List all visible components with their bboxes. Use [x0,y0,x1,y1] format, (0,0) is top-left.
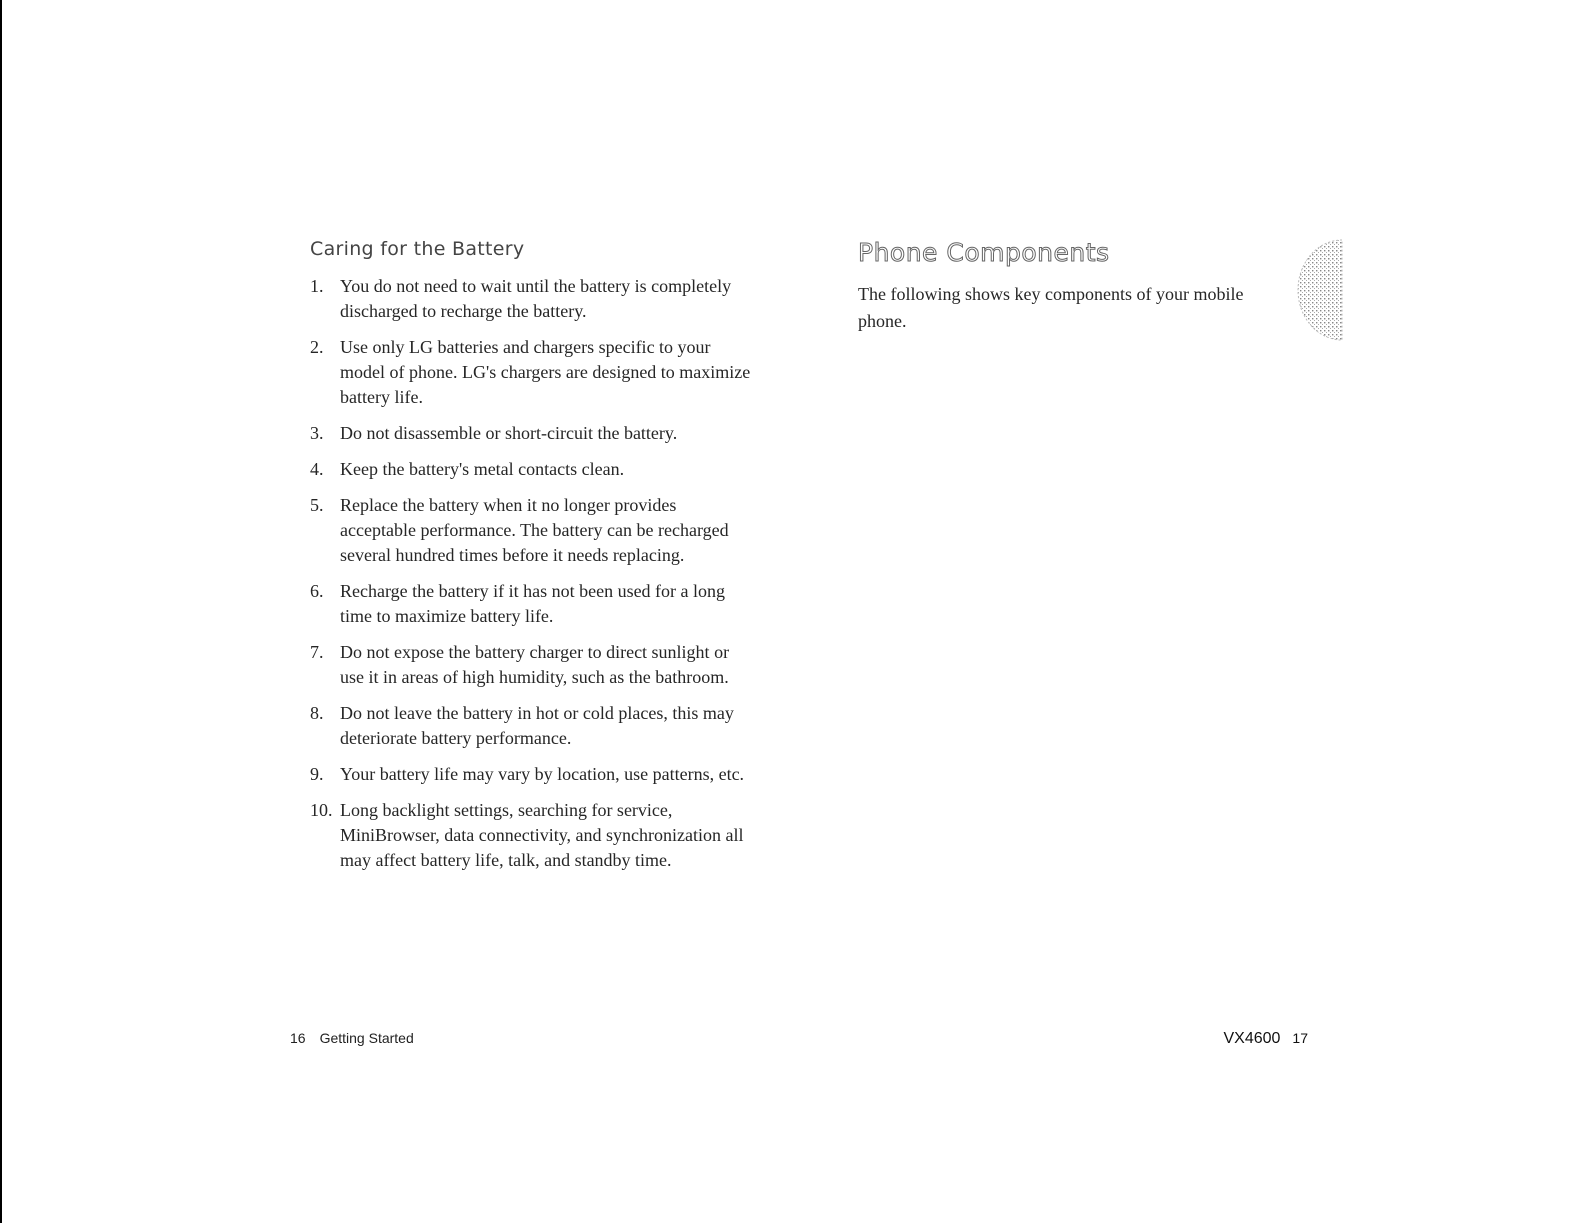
list-item-number: 9. [310,764,324,784]
page-edge-line [0,0,2,1223]
footer-left [290,1030,414,1046]
list-item-text: Keep the battery's metal contacts clean. [340,459,625,479]
list-item-text: Do not leave the battery in hot or cold places, this may deteriorate battery performance. [340,703,734,748]
footer-right [1223,1030,1308,1048]
page-number-left: 16 [290,1030,306,1046]
list-item-text: You do not need to wait until the battery is completely discharged to recharge the battery. [340,276,732,321]
list-item-text: Do not disassemble or short-circuit the battery. [340,423,678,443]
list-item [310,701,755,751]
list-item [310,640,755,690]
list-item-number: 5. [310,495,324,515]
list-item-number: 4. [310,459,324,479]
list-item [310,493,755,568]
left-page [310,238,755,884]
list-item [310,579,755,629]
list-item-number: 6. [310,581,324,601]
list-item-number: 1. [310,276,324,296]
list-item [310,762,755,787]
battery-care-list [310,274,755,873]
thumb-tab-graphic [1296,238,1344,342]
list-item [310,798,755,873]
section-heading-phone-components: Phone Components [858,238,1110,267]
chapter-thumb-tab [1296,238,1344,342]
list-item-text: Replace the battery when it no longer provides acceptable performance. The battery can be recharged several hundred times before it needs replacing. [340,495,729,565]
list-item-number: 10. [310,800,333,820]
footer-section-name: Getting Started [319,1030,414,1046]
list-item-number: 3. [310,423,324,443]
list-item [310,335,755,410]
list-item-text: Your battery life may vary by location, use patterns, etc. [340,764,745,784]
list-item-text: Long backlight settings, searching for service, MiniBrowser, data connectivity, and synchronization all may affect battery life, talk, and standby time. [340,800,744,870]
list-item-number: 8. [310,703,324,723]
list-item [310,457,755,482]
list-item [310,421,755,446]
list-item-number: 2. [310,337,324,357]
section-heading-caring-battery: Caring for the Battery [310,238,525,260]
intro-paragraph: The following shows key components of your mobile phone. [858,284,1244,331]
list-item [310,274,755,324]
page-number-right: 17 [1292,1030,1308,1046]
footer-model-name: VX4600 [1223,1030,1281,1047]
list-item-number: 7. [310,642,324,662]
list-item-text: Do not expose the battery charger to direct sunlight or use it in areas of high humidity, such as the bathroom. [340,642,730,687]
list-item-text: Use only LG batteries and chargers specific to your model of phone. LG's chargers are designed to maximize battery life. [340,337,751,407]
right-page [858,238,1358,335]
list-item-text: Recharge the battery if it has not been used for a long time to maximize battery life. [340,581,726,626]
